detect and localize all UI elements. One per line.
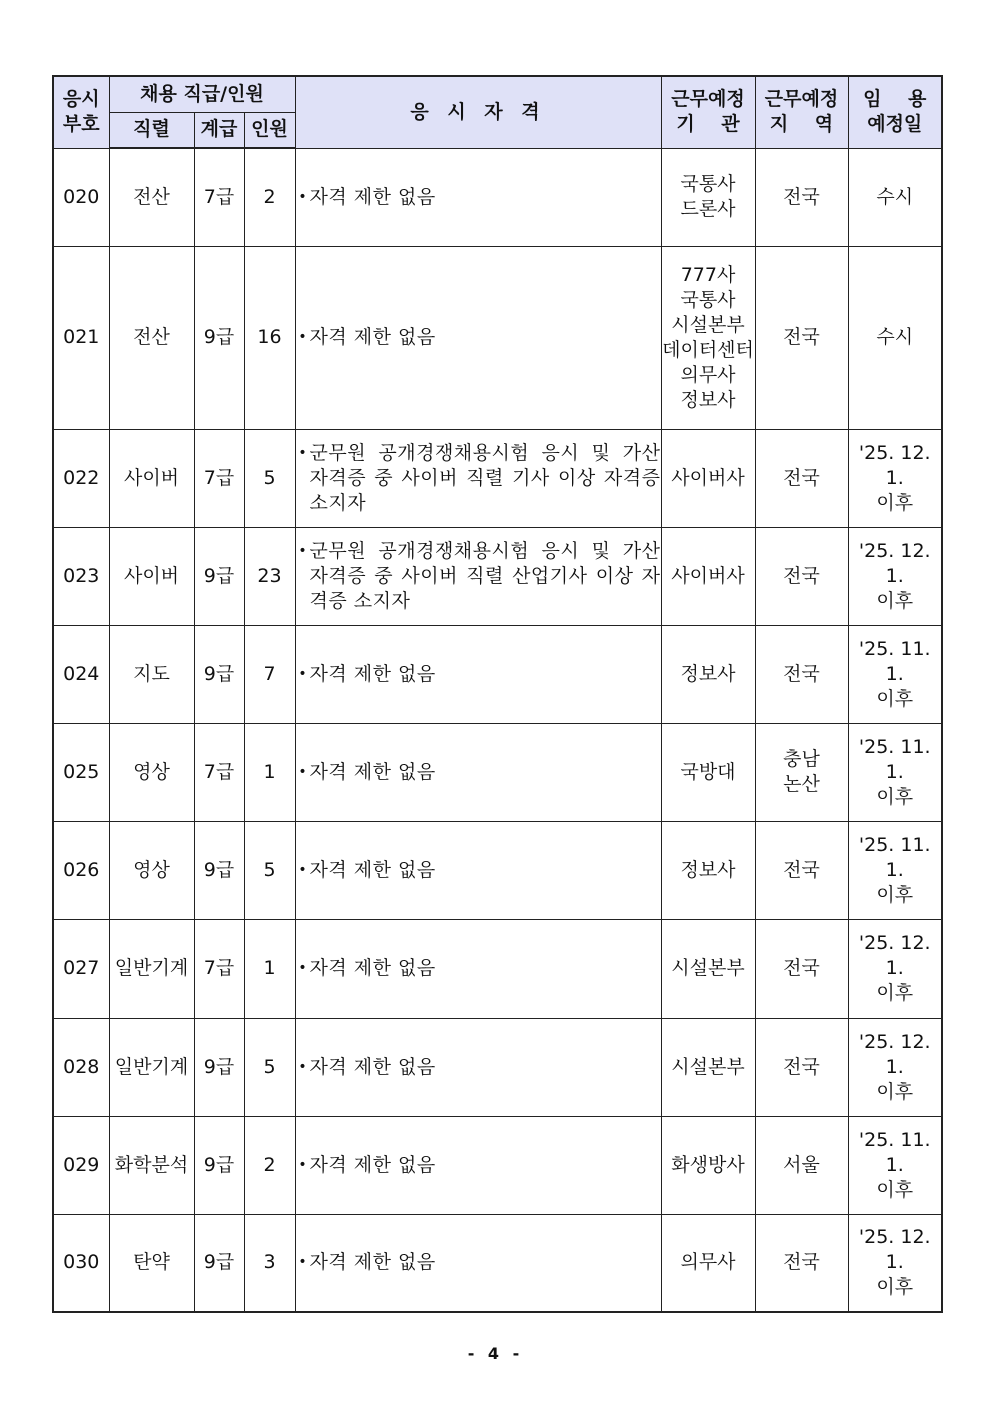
cell-grade: 9급 <box>194 246 244 429</box>
cell-region-line: 전국 <box>783 326 820 348</box>
table-row <box>53 723 942 821</box>
cell-agency-line: 국통사 <box>680 173 736 195</box>
cell-appoint-date-line: 이후 <box>876 1276 914 1299</box>
cell-appoint-date <box>848 1116 942 1214</box>
cell-appoint-date <box>848 821 942 919</box>
cell-qualification <box>295 527 661 625</box>
cell-grade: 7급 <box>194 429 244 527</box>
cell-agency <box>661 723 755 821</box>
cell-series: 지도 <box>109 625 194 723</box>
cell-count: 5 <box>244 821 295 919</box>
cell-series: 일반기계 <box>109 1018 194 1116</box>
cell-region <box>755 821 848 919</box>
cell-grade: 9급 <box>194 625 244 723</box>
cell-region-line: 전국 <box>783 957 820 979</box>
bullet-icon: • <box>298 1156 307 1173</box>
cell-exam-no: 026 <box>53 821 109 919</box>
cell-appoint-date <box>848 429 942 527</box>
bullet-icon: • <box>298 763 307 780</box>
cell-agency-line: 화생방사 <box>671 1153 745 1176</box>
bullet-icon: • <box>298 960 307 976</box>
cell-region <box>755 919 848 1018</box>
cell-count: 2 <box>244 1116 295 1214</box>
cell-series: 탄약 <box>109 1214 194 1312</box>
cell-agency-line: 의무사 <box>680 363 736 386</box>
cell-appoint-date-line: '25. 11. 1. <box>858 1128 931 1176</box>
cell-appoint-date-line: '25. 11. 1. <box>858 637 931 685</box>
table-row <box>53 527 942 625</box>
cell-qualification <box>295 625 661 723</box>
cell-appoint-date <box>848 246 942 429</box>
cell-agency-line: 사이버사 <box>671 564 745 587</box>
cell-agency <box>661 1116 755 1214</box>
header-exam-no: 응시 부호 <box>53 76 109 148</box>
cell-grade: 9급 <box>194 1018 244 1116</box>
cell-count: 16 <box>244 246 295 429</box>
cell-exam-no: 030 <box>53 1214 109 1312</box>
table-row <box>53 1214 942 1312</box>
cell-appoint-date-line: 이후 <box>876 1178 914 1201</box>
qualification-text: 자격 제한 없음 <box>309 1153 436 1176</box>
bullet-icon: • <box>298 665 307 682</box>
cell-exam-no: 020 <box>53 148 109 246</box>
cell-appoint-date-line: 이후 <box>876 785 914 808</box>
cell-agency-line: 시설본부 <box>671 1055 745 1078</box>
table-row <box>53 1018 942 1116</box>
cell-appoint-date <box>848 1214 942 1312</box>
cell-appoint-date-line: '25. 12. 1. <box>858 932 931 979</box>
qualification-text: 자격 제한 없음 <box>309 760 436 783</box>
cell-grade: 9급 <box>194 1116 244 1214</box>
cell-appoint-date <box>848 625 942 723</box>
cell-series: 일반기계 <box>109 919 194 1018</box>
cell-series: 전산 <box>109 246 194 429</box>
cell-agency <box>661 625 755 723</box>
bullet-icon: • <box>298 188 307 205</box>
qualification-text: 자격 제한 없음 <box>309 662 436 685</box>
cell-region-line: 전국 <box>783 662 820 685</box>
cell-region-line: 충남 <box>783 748 820 770</box>
cell-count: 2 <box>244 148 295 246</box>
cell-count: 7 <box>244 625 295 723</box>
cell-qualification <box>295 821 661 919</box>
table-body <box>53 148 942 1312</box>
cell-qualification <box>295 1018 661 1116</box>
bullet-icon: • <box>298 329 307 345</box>
table-row <box>53 246 942 429</box>
bullet-icon: • <box>298 542 307 559</box>
bullet-icon: • <box>298 861 307 878</box>
cell-region <box>755 527 848 625</box>
bullet-icon: • <box>298 1254 307 1271</box>
table-row <box>53 821 942 919</box>
cell-exam-no: 027 <box>53 919 109 1018</box>
cell-region <box>755 723 848 821</box>
cell-exam-no: 024 <box>53 625 109 723</box>
cell-agency <box>661 919 755 1018</box>
cell-exam-no: 023 <box>53 527 109 625</box>
cell-appoint-date-line: '25. 11. 1. <box>858 833 931 881</box>
cell-region-line: 논산 <box>783 773 820 795</box>
cell-agency <box>661 1018 755 1116</box>
cell-agency <box>661 246 755 429</box>
bullet-icon: • <box>298 444 307 461</box>
table-row <box>53 1116 942 1214</box>
cell-count: 1 <box>244 919 295 1018</box>
header-series: 직렬 <box>109 112 194 148</box>
cell-series: 사이버 <box>109 429 194 527</box>
cell-appoint-date-line: 이후 <box>876 1080 914 1103</box>
cell-agency-line: 시설본부 <box>671 313 745 336</box>
qualification-text: 자격 제한 없음 <box>309 185 436 208</box>
cell-region <box>755 1018 848 1116</box>
header-grade: 계급 <box>194 112 244 148</box>
qualification-text: 자격 제한 없음 <box>309 1251 436 1274</box>
cell-series: 영상 <box>109 723 194 821</box>
qualification-text: 군무원 공개경쟁채용시험 응시 및 가산 자격증 중 사이버 직렬 산업기사 이상 자격증 소지자 <box>309 539 661 612</box>
cell-agency-line: 드론사 <box>680 198 736 220</box>
cell-agency-line: 국통사 <box>680 288 736 311</box>
cell-appoint-date-line: '25. 12. 1. <box>858 1226 931 1274</box>
table-row <box>53 429 942 527</box>
cell-appoint-date-line: '25. 12. 1. <box>858 441 931 489</box>
cell-exam-no: 025 <box>53 723 109 821</box>
cell-region-line: 전국 <box>783 858 820 881</box>
cell-region <box>755 1116 848 1214</box>
cell-appoint-date-line: 이후 <box>876 982 914 1004</box>
table-row <box>53 919 942 1018</box>
cell-qualification <box>295 429 661 527</box>
header-count: 인원 <box>244 112 295 148</box>
cell-agency-line: 정보사 <box>680 662 736 685</box>
cell-grade: 9급 <box>194 527 244 625</box>
cell-count: 23 <box>244 527 295 625</box>
cell-appoint-date <box>848 148 942 246</box>
qualification-text: 자격 제한 없음 <box>309 1055 436 1078</box>
cell-qualification <box>295 148 661 246</box>
cell-appoint-date-line: 이후 <box>876 491 914 514</box>
cell-region-line: 전국 <box>783 1251 820 1274</box>
bullet-icon: • <box>298 1058 307 1075</box>
cell-series: 전산 <box>109 148 194 246</box>
cell-qualification <box>295 1116 661 1214</box>
cell-grade: 9급 <box>194 1214 244 1312</box>
cell-agency-line: 777사 <box>680 263 736 286</box>
cell-agency-line: 정보사 <box>680 858 736 881</box>
cell-qualification <box>295 723 661 821</box>
table-row <box>53 625 942 723</box>
header-recruit-group: 채용 직급/인원 <box>109 76 295 112</box>
cell-count: 3 <box>244 1214 295 1312</box>
header-region: 근무예정 지 역 <box>755 76 848 148</box>
cell-appoint-date-line: 이후 <box>876 589 914 612</box>
cell-count: 5 <box>244 1018 295 1116</box>
cell-appoint-date-line: '25. 12. 1. <box>858 539 931 587</box>
cell-appoint-date-line: '25. 11. 1. <box>858 735 931 783</box>
cell-agency <box>661 1214 755 1312</box>
cell-count: 1 <box>244 723 295 821</box>
cell-appoint-date <box>848 723 942 821</box>
cell-appoint-date-line: 수시 <box>876 326 914 348</box>
cell-region <box>755 246 848 429</box>
cell-region <box>755 148 848 246</box>
recruitment-table <box>52 75 943 1313</box>
cell-region-line: 전국 <box>783 1055 820 1078</box>
cell-region-line: 전국 <box>783 185 820 208</box>
header-qualification: 응 시 자 격 <box>295 76 661 148</box>
cell-agency-line: 국방대 <box>680 760 736 783</box>
cell-region <box>755 429 848 527</box>
cell-grade: 7급 <box>194 919 244 1018</box>
cell-appoint-date <box>848 1018 942 1116</box>
cell-region <box>755 625 848 723</box>
cell-grade: 9급 <box>194 821 244 919</box>
qualification-text: 자격 제한 없음 <box>309 957 436 979</box>
cell-qualification <box>295 246 661 429</box>
cell-appoint-date-line: 수시 <box>876 185 914 208</box>
cell-agency <box>661 429 755 527</box>
cell-agency-line: 정보사 <box>680 388 736 411</box>
cell-agency <box>661 527 755 625</box>
cell-agency <box>661 821 755 919</box>
cell-appoint-date-line: 이후 <box>876 687 914 710</box>
cell-agency-line: 사이버사 <box>671 466 745 489</box>
cell-appoint-date-line: '25. 12. 1. <box>858 1030 931 1078</box>
cell-qualification <box>295 919 661 1018</box>
cell-agency-line: 시설본부 <box>671 957 745 979</box>
cell-region-line: 서울 <box>783 1153 820 1176</box>
cell-agency-line: 의무사 <box>680 1251 736 1274</box>
header-agency: 근무예정 기 관 <box>661 76 755 148</box>
cell-agency-line: 데이터센터 <box>662 338 754 361</box>
cell-region-line: 전국 <box>783 466 820 489</box>
cell-appoint-date <box>848 527 942 625</box>
cell-series: 화학분석 <box>109 1116 194 1214</box>
qualification-text: 군무원 공개경쟁채용시험 응시 및 가산 자격증 중 사이버 직렬 기사 이상 자격증 소지자 <box>309 441 661 514</box>
page-number: - 4 - <box>467 1344 524 1363</box>
cell-exam-no: 021 <box>53 246 109 429</box>
cell-exam-no: 029 <box>53 1116 109 1214</box>
cell-region <box>755 1214 848 1312</box>
cell-series: 사이버 <box>109 527 194 625</box>
qualification-text: 자격 제한 없음 <box>309 858 436 881</box>
cell-appoint-date-line: 이후 <box>876 883 914 906</box>
cell-region-line: 전국 <box>783 564 820 587</box>
cell-agency <box>661 148 755 246</box>
cell-exam-no: 022 <box>53 429 109 527</box>
cell-appoint-date <box>848 919 942 1018</box>
cell-qualification <box>295 1214 661 1312</box>
qualification-text: 자격 제한 없음 <box>309 326 436 348</box>
cell-grade: 7급 <box>194 148 244 246</box>
table-row <box>53 148 942 246</box>
cell-grade: 7급 <box>194 723 244 821</box>
cell-series: 영상 <box>109 821 194 919</box>
header-appoint-date: 임 용 예정일 <box>848 76 942 148</box>
cell-count: 5 <box>244 429 295 527</box>
cell-exam-no: 028 <box>53 1018 109 1116</box>
